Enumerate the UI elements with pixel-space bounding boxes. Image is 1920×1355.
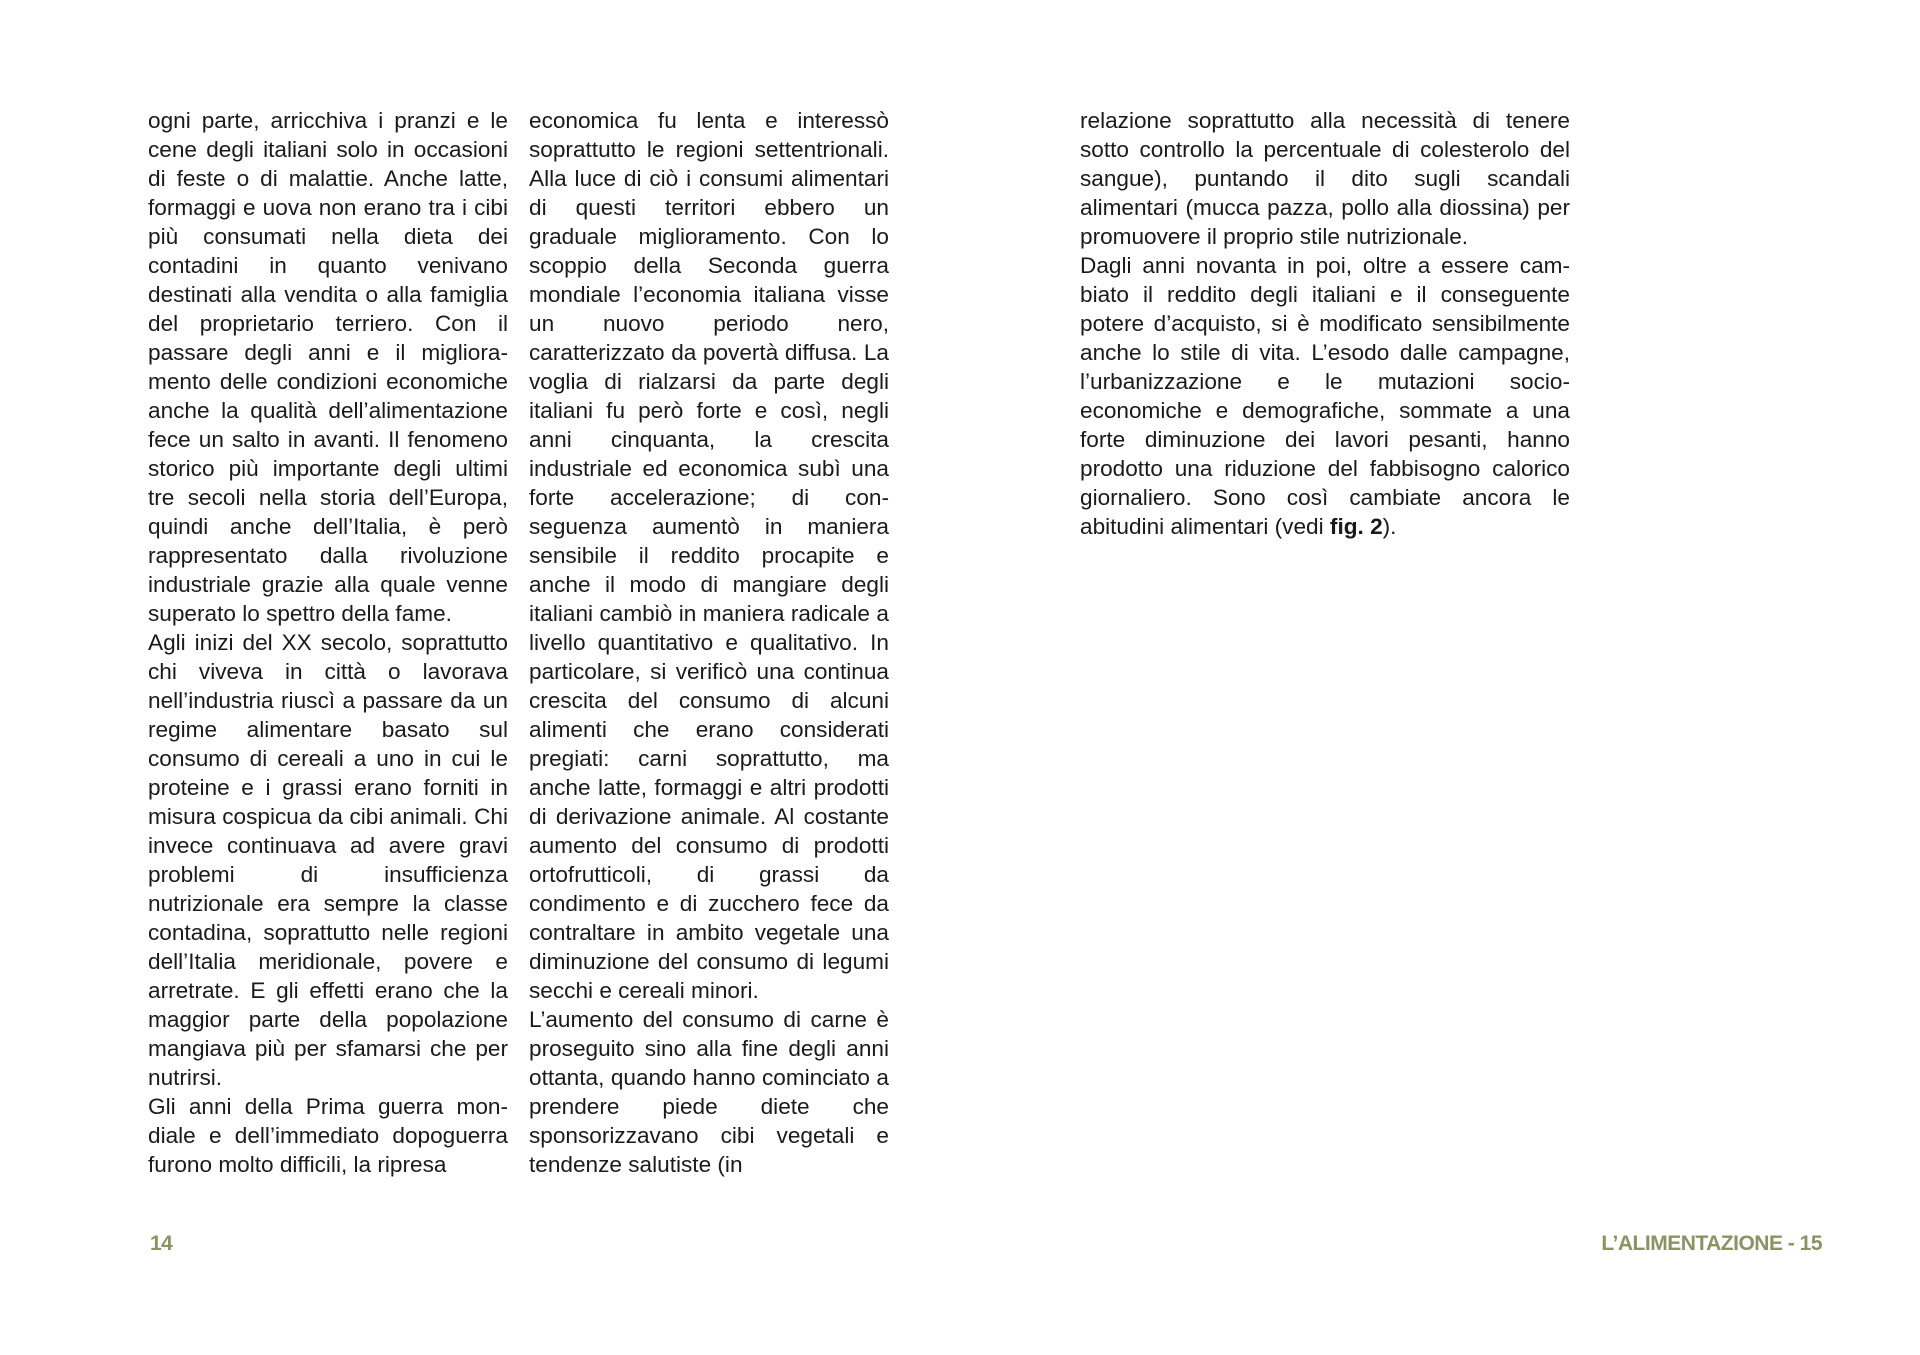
page-number-left: 14 [150,1232,173,1255]
running-footer-right: L’ALIMENTAZIONE - 15 [1601,1232,1822,1255]
paragraph-end: ). [1382,514,1397,539]
paragraph: relazione soprattutto alla necessità di tenere sotto controllo la percentuale di colesterolo del sangue), puntando il dito sugli scandali alimentari (mucca pazza, pollo alla diossina) per promuovere il proprio stile nutrizionale. [1080,108,1570,249]
paragraph: economica fu lenta e interessò soprattutto le regioni settentrionali. Alla luce di ciò i consumi alimentari di questi territori ebbero un graduale miglioramento. Con lo scoppio della Seconda guerra mondiale l’economia italiana visse un nuovo periodo nero, caratterizzato da povertà diffusa. La voglia di rialzarsi da parte degli italiani fu però forte e così, negli anni cinquanta, la crescita industriale ed economica subì una forte accelerazione; di conseguenza aumentò in maniera sensibile il reddito procapite e anche il modo di mangiare degli italiani cambiò in maniera radicale a livello quantitativo e qualitativo. In particolare, si verificò una continua crescita del consumo di alcuni alimenti che erano considerati pregiati: carni soprattutto, ma anche latte, formaggi e altri prodotti di derivazione animale. Al costante aumento del consumo di prodotti ortofrutticoli, di grassi da condimento e di zucchero fece da contraltare in ambito vegetale una diminuzione del consumo di legumi secchi e cereali minori. [529,108,889,1003]
paragraph-text: Dagli anni novanta in poi, oltre a essere cambiato il reddito degli italiani e il conseguente potere d’acquisto, si è modificato sensibilmente anche lo stile di vita. L’esodo dalle campagne, l’urbanizzazione e le mutazioni socio-economiche e demografiche, sommate a una forte diminuzione dei lavori pesanti, hanno prodotto una riduzione del fabbisogno calorico giornaliero. Sono così cambiate ancora le abitudini alimentari (vedi [1080,253,1570,539]
right-page-column [1080,106,1570,541]
paragraph: ogni parte, arricchiva i pranzi e le cene degli italiani solo in occasioni di feste o di malattie. Anche latte, formaggi e uova non erano tra i cibi più consumati nella dieta dei contadini in quanto venivano destinati alla vendita o alla famiglia del proprietario terriero. Con il passare degli anni e il miglioramento delle condizioni economiche anche la qualità dell’alimentazione fece un salto in avanti. Il fenomeno storico più importante degli ultimi tre secoli nella storia dell’Europa, quindi anche dell’Italia, è però rappresentato dalla rivoluzione industriale grazie alla quale venne superato lo spettro della fame. [148,108,508,626]
figure-reference: fig. 2 [1329,514,1383,539]
paragraph: Gli anni della Prima guerra mondiale e dell’immediato dopoguerra furono molto difficili, la ripresa [148,1094,508,1177]
left-page-column-2 [529,106,889,1179]
paragraph: L’aumento del consumo di carne è proseguito sino alla fine degli anni ottanta, quando hanno cominciato a prendere piede diete che sponsorizzavano cibi vegetali e tendenze salutiste (in [529,1007,889,1177]
left-page-column-1 [148,106,508,1179]
paragraph: Agli inizi del XX secolo, soprattutto chi viveva in città o lavorava nell’industria riuscì a passare da un regime alimentare basato sul consumo di cereali a uno in cui le proteine e i grassi erano forniti in misura cospicua da cibi animali. Chi invece continuava ad avere gravi problemi di insufficienza nutrizionale era sempre la classe contadina, soprattutto nelle regioni dell’Italia meridionale, povere e arretrate. E gli effetti erano che la maggior parte della popolazione mangiava più per sfamarsi che per nutrirsi. [148,630,508,1090]
paragraph [1080,251,1570,541]
